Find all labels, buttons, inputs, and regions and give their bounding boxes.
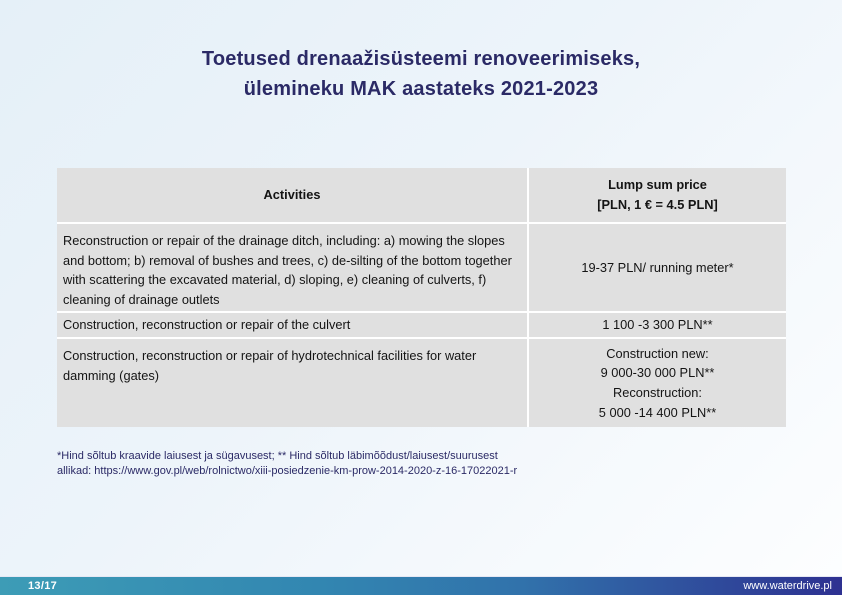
- table-row-2-price: [529, 313, 786, 337]
- footnote-source-url: allikad: https://www.gov.pl/web/rolnictwo/xiii-posiedzenie-km-prow-2014-2020-z-16-17022021-r: [57, 465, 518, 478]
- table-row-1-price-line1: 19-37 PLN/ running meter*: [581, 259, 734, 275]
- table-row-3-activity: Construction, reconstruction or repair of hydrotechnical facilities for water damming (gates): [57, 339, 527, 427]
- table-header-activities-label: Activities: [263, 187, 321, 203]
- table-row-3-price-line4: 5 000 -14 400 PLN**: [598, 404, 717, 420]
- website-link: www.waterdrive.pl: [743, 580, 832, 592]
- table-row-2-activity: Construction, reconstruction or repair of the culvert: [57, 313, 527, 337]
- pricing-table: [57, 168, 786, 427]
- slide-title-line2: ülemineku MAK aastateks 2021-2023: [243, 78, 599, 100]
- table-row-3-price-line3: Reconstruction:: [613, 385, 702, 400]
- table-row-2-price-line1: 1 100 -3 300 PLN**: [602, 317, 713, 333]
- slide-title: [0, 44, 842, 104]
- table-header-price-line1: Lump sum price: [608, 177, 707, 193]
- table-row-3-price: [529, 339, 786, 427]
- table-header-activities: [57, 168, 527, 222]
- table-header-price-line2: [PLN, 1 € = 4.5 PLN]: [597, 197, 718, 212]
- table-row-1-activity: Reconstruction or repair of the drainage ditch, including: a) mowing the slopes and bottom; b) removal of bushes and trees, c) de-silting of the bottom together with scattering the excavated material, d) sloping, e) cleaning of culverts, f) cleaning of drainage outlets: [57, 224, 527, 311]
- footnote: [57, 449, 517, 480]
- footnote-line1: *Hind sõltub kraavide laiusest ja sügavusest; ** Hind sõltub läbimõõdust/laiusest/suurusest: [57, 450, 498, 462]
- page-number: 13/17: [28, 580, 58, 592]
- table-row-3-price-line1: Construction new:: [606, 345, 709, 361]
- table-row-1-price: [529, 224, 786, 311]
- table-header-price: [529, 168, 786, 222]
- footer-bar: [0, 576, 842, 595]
- slide-title-line1: Toetused drenaažisüsteemi renoveerimiseks,: [201, 48, 641, 70]
- table-row-3-price-line2: 9 000-30 000 PLN**: [600, 365, 715, 381]
